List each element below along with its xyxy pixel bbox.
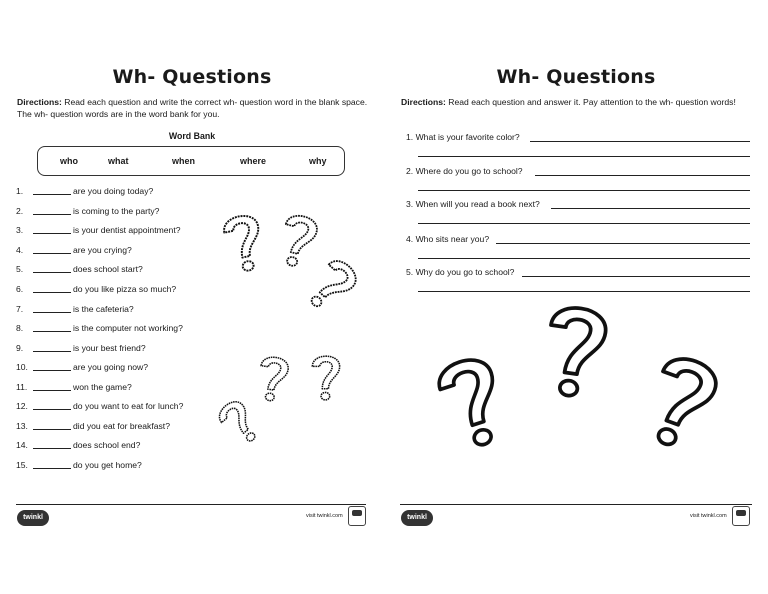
answer-line[interactable] [522, 276, 750, 277]
question-item: 13. did you eat for breakfast? [16, 421, 170, 431]
answer-line[interactable] [530, 141, 750, 142]
directions [401, 96, 763, 108]
question-item: 3. is your dentist appointment? [16, 225, 181, 235]
question-item: 14. does school end? [16, 440, 141, 450]
quality-badge-icon [348, 506, 366, 526]
directions-text: Read each question and write the correct wh- question word in the blank space. The wh- question words are in the word bank for you. [17, 97, 368, 119]
question-mark-icon [276, 213, 319, 270]
answer-question: 3. When will you read a book next? [406, 199, 540, 209]
answer-question: 5. Why do you go to school? [406, 267, 515, 277]
answer-line[interactable] [418, 291, 750, 292]
word-bank-word: what [108, 156, 129, 166]
question-item: 6. do you like pizza so much? [16, 284, 177, 294]
word-bank-word: where [240, 156, 267, 166]
page-title: Wh- Questions [496, 66, 656, 88]
question-item: 7. is the cafeteria? [16, 304, 134, 314]
answer-question: 4. Who sits near you? [406, 234, 490, 244]
quality-badge-icon [732, 506, 750, 526]
answer-line[interactable] [418, 156, 750, 157]
question-mark-icon [215, 397, 264, 448]
word-bank-word: why [309, 156, 327, 166]
question-item: 12. do you want to eat for lunch? [16, 401, 184, 411]
question-item: 4. are you crying? [16, 245, 132, 255]
directions-label: Directions: [401, 97, 446, 107]
answer-question: 2. Where do you go to school? [406, 166, 523, 176]
question-item: 11. won the game? [16, 382, 132, 392]
question-mark-icon [256, 356, 289, 403]
answer-line[interactable] [418, 190, 750, 191]
footer-divider [400, 504, 752, 505]
question-item: 8. is the computer not working? [16, 323, 183, 333]
answer-line[interactable] [551, 208, 750, 209]
word-bank-word: who [60, 156, 78, 166]
word-bank-word: when [172, 156, 196, 166]
answer-line[interactable] [535, 175, 750, 176]
question-mark-icon [312, 356, 339, 400]
answer-line[interactable] [418, 223, 750, 224]
footer-divider [16, 504, 366, 505]
answer-question: 1. What is your favorite color? [406, 132, 520, 142]
twinkl-logo-icon: twinkl [17, 510, 49, 526]
question-item: 2. is coming to the party? [16, 206, 160, 216]
question-mark-icon [222, 213, 267, 274]
answer-line[interactable] [496, 243, 750, 244]
twinkl-logo-icon: twinkl [401, 510, 433, 526]
question-mark-icon [302, 256, 361, 317]
footer-visit-text: visit twinkl.com [690, 513, 727, 519]
question-item: 10. are you going now? [16, 362, 149, 372]
directions-label: Directions: [17, 97, 62, 107]
directions-text: Read each question and answer it. Pay attention to the wh- question words! [448, 97, 736, 107]
answer-line[interactable] [418, 258, 750, 259]
question-item: 15. do you get home? [16, 460, 142, 470]
page-title: Wh- Questions [112, 66, 272, 88]
footer-visit-text: visit twinkl.com [306, 513, 343, 519]
word-bank-title: Word Bank [168, 131, 216, 141]
question-item: 1. are you doing today? [16, 186, 154, 196]
question-item: 5. does school start? [16, 264, 143, 274]
question-item: 9. is your best friend? [16, 343, 146, 353]
